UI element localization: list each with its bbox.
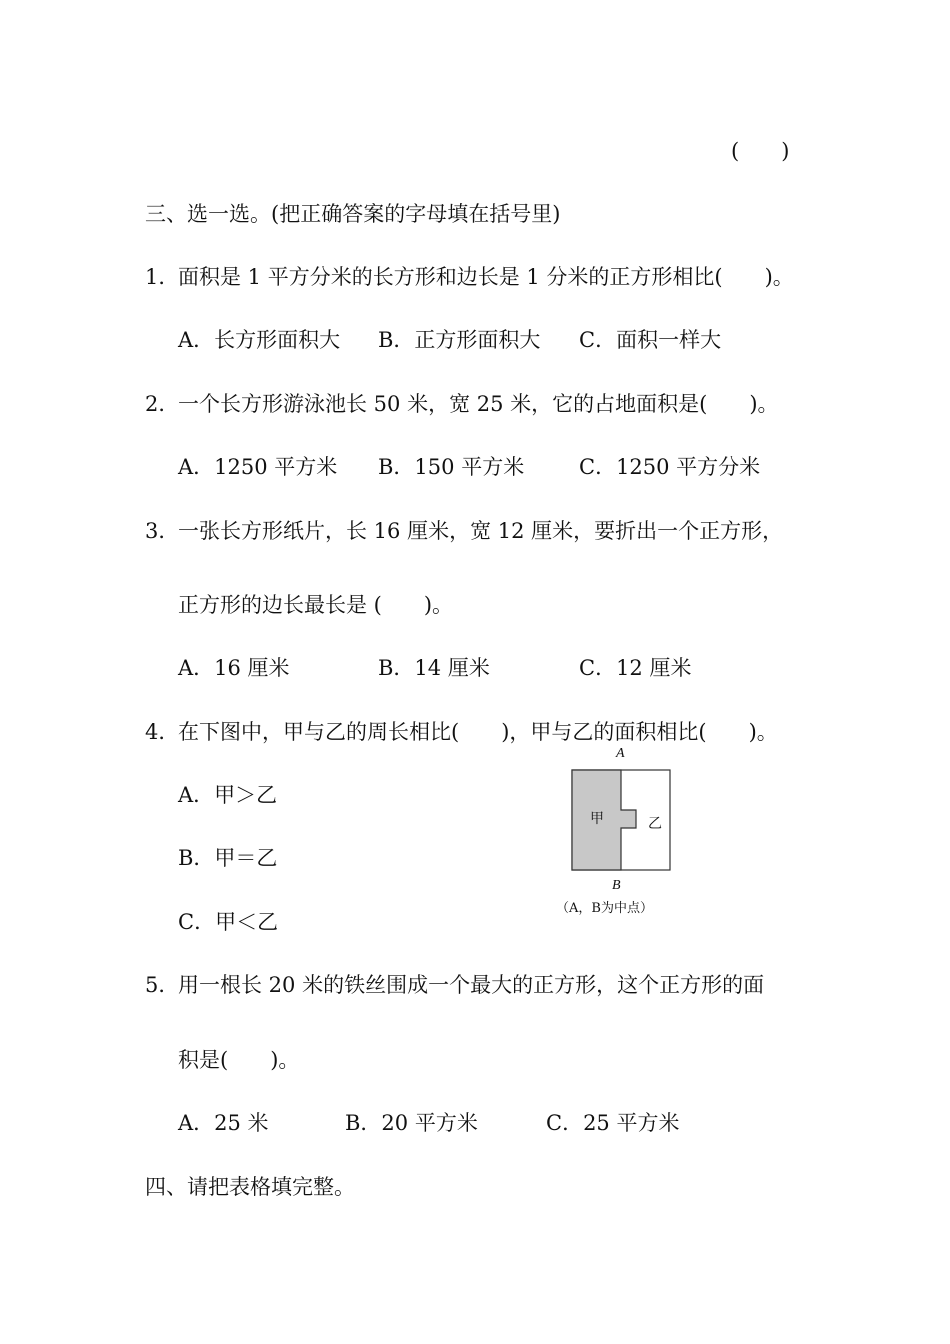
region-yi-label: 乙 — [648, 817, 662, 832]
question-5-option-b: B．20 平方米 — [345, 1111, 478, 1135]
question-4-number: 4． — [145, 720, 180, 744]
question-2-text: 一个长方形游泳池长 50 米，宽 25 米，它的占地面积是( )。 — [178, 392, 779, 416]
question-4-option-b: B．甲＝乙 — [178, 846, 278, 870]
question-1-option-a: A．长方形面积大 — [178, 328, 341, 352]
shape-diagram — [548, 742, 698, 922]
question-5-text: 用一根长 20 米的铁丝围成一个最大的正方形，这个正方形的面 — [178, 973, 765, 997]
question-3-option-b: B．14 厘米 — [378, 656, 490, 680]
question-5-option-c: C．25 平方米 — [546, 1111, 680, 1135]
question-5-text-cont: 积是( )。 — [178, 1048, 300, 1072]
figure-caption: （A，B为中点） — [556, 901, 653, 916]
question-2-number: 2． — [145, 392, 180, 416]
question-4-option-c: C．甲＜乙 — [178, 910, 279, 934]
perimeter-area-figure — [548, 742, 698, 922]
section-4-title: 四、请把表格填完整。 — [145, 1175, 355, 1199]
answer-blank: ( ) — [731, 139, 790, 163]
question-5-number: 5． — [145, 973, 180, 997]
question-3-text-cont: 正方形的边长最长是 ( )。 — [178, 593, 454, 617]
question-2-option-b: B．150 平方米 — [378, 455, 525, 479]
point-a-label: A — [616, 746, 625, 761]
question-3-option-c: C．12 厘米 — [579, 656, 692, 680]
question-1-option-c: C．面积一样大 — [579, 328, 722, 352]
point-b-label: B — [612, 878, 621, 893]
question-3-number: 3． — [145, 519, 180, 543]
question-2-option-c: C．1250 平方分米 — [579, 455, 761, 479]
question-1-text: 面积是 1 平方分米的长方形和边长是 1 分米的正方形相比( )。 — [178, 265, 794, 289]
question-3-option-a: A．16 厘米 — [178, 656, 290, 680]
question-4-option-a: A．甲＞乙 — [178, 783, 278, 807]
question-2-option-a: A．1250 平方米 — [178, 455, 338, 479]
question-3-text: 一张长方形纸片，长 16 厘米，宽 12 厘米，要折出一个正方形， — [178, 519, 784, 543]
question-1-option-b: B．正方形面积大 — [378, 328, 541, 352]
region-jia-label: 甲 — [590, 812, 604, 827]
question-4-text: 在下图中，甲与乙的周长相比( )，甲与乙的面积相比( )。 — [178, 720, 778, 744]
question-1-number: 1． — [145, 265, 180, 289]
section-3-title: 三、选一选。(把正确答案的字母填在括号里) — [145, 202, 561, 226]
question-5-option-a: A．25 米 — [178, 1111, 269, 1135]
